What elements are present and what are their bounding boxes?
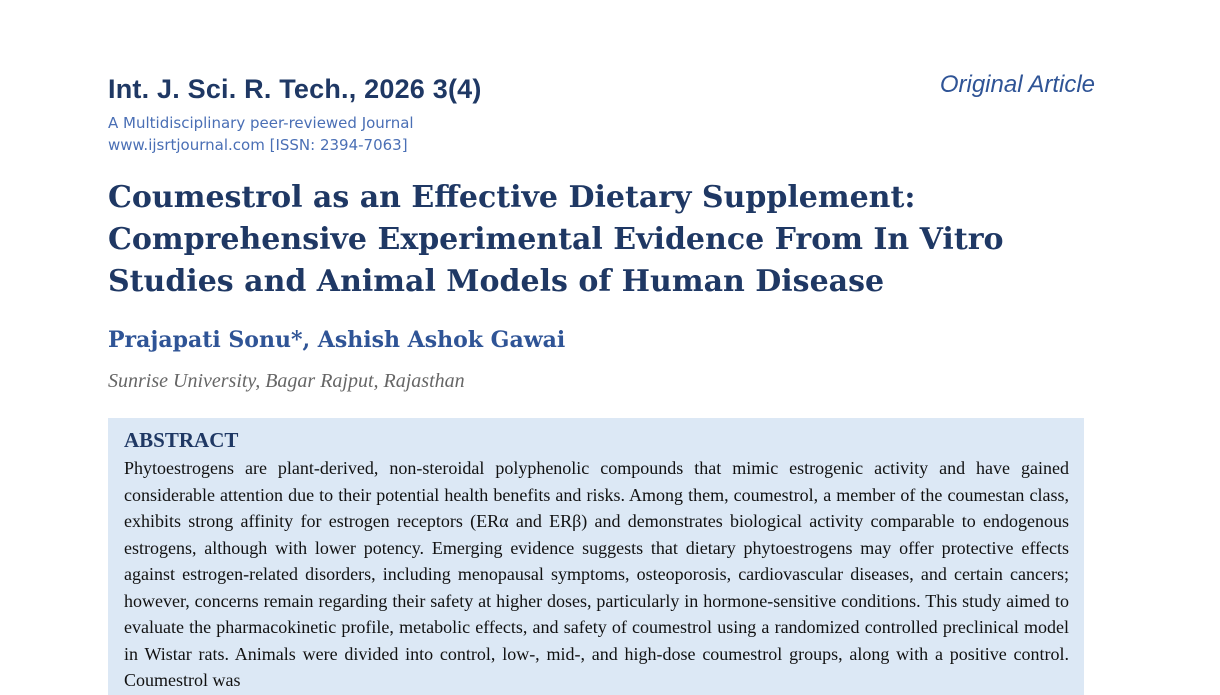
abstract-heading: ABSTRACT	[124, 428, 239, 452]
author-affiliation: Sunrise University, Bagar Rajput, Rajasthan	[108, 370, 465, 392]
journal-description: A Multidisciplinary peer-reviewed Journal	[108, 114, 414, 132]
abstract-body: Phytoestrogens are plant-derived, non-steroidal polyphenolic compounds that mimic estrogenic activity and have gained considerable attention due to their potential health benefits and risks. Among them, coumestrol, a member of the coumestan class, exhibits strong affinity for estrogen receptors (ERα and ERβ) and demonstrates biological activity comparable to endogenous estrogens, although with lower potency. Emerging evidence suggests that dietary phytoestrogens may offer protective effects against estrogen-related disorders, including menopausal symptoms, osteoporosis, cardiovascular diseases, and certain cancers; however, concerns remain regarding their safety at higher doses, particularly in hormone-sensitive conditions. This study aimed to evaluate the pharmacokinetic profile, metabolic effects, and safety of coumestrol using a randomized controlled preclinical model in Wistar rats. Animals were divided into control, low-, mid-, and high-dose coumestrol groups, along with a positive control. Coumestrol was	[124, 458, 1069, 690]
journal-website-link[interactable]: www.ijsrtjournal.com [ISSN: 2394-7063]	[108, 136, 408, 154]
author-list: Prajapati Sonu*, Ashish Ashok Gawai	[108, 327, 566, 353]
article-type-label: Original Article	[939, 71, 1095, 98]
journal-title: Int. J. Sci. R. Tech., 2026 3(4)	[108, 74, 482, 104]
abstract-section	[108, 418, 1084, 695]
paper-title: Coumestrol as an Effective Dietary Supplement: Comprehensive Experimental Evidence From In Vitro Studies and Animal Models of Human Disease	[108, 180, 1004, 299]
